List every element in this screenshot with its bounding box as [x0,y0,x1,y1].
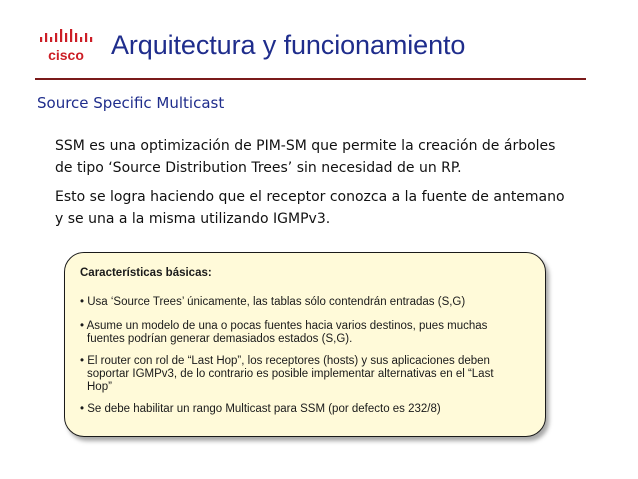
explanation-paragraph [55,186,565,230]
cisco-logo [36,27,98,65]
paragraph-line: Esto se logra haciendo que el receptor conozca a la fuente de antemano [55,189,565,205]
features-heading: Características básicas: [80,267,212,279]
cisco-bridge-icon [36,27,98,65]
feature-bullet [80,296,465,309]
cisco-wordmark: cisco [48,47,84,63]
feature-bullet [80,355,494,394]
paragraph-line: y se una a la misma utilizando IGMPv3. [55,211,331,227]
paragraph-line: SSM es una optimización de PIM-SM que permite la creación de árboles [55,138,556,154]
slide-title: Arquitectura y funcionamiento [111,30,466,60]
feature-bullet [80,403,441,416]
intro-paragraph [55,135,555,179]
title-divider [35,78,586,80]
bullet-line: fuentes podrían generar demasiados estados (S,G). [87,333,353,345]
bullet-line: • Asume un modelo de una o pocas fuentes hacia varios destinos, pues muchas [80,320,488,332]
slide-subtitle: Source Specific Multicast [37,94,225,112]
paragraph-line: de tipo ‘Source Distribution Trees’ sin necesidad de un RP. [55,160,462,176]
bullet-line: • El router con rol de “Last Hop”, los receptores (hosts) y sus aplicaciones deben [80,355,490,367]
bullet-line: • Se debe habilitar un rango Multicast para SSM (por defecto es 232/8) [80,403,441,415]
bullet-line: soportar IGMPv3, de lo contrario es posible implementar alternativas en el “Last [87,368,494,380]
bullet-line: Hop” [87,381,112,393]
feature-bullet [80,320,487,346]
bullet-line: • Usa ‘Source Trees’ únicamente, las tablas sólo contendrán entradas (S,G) [80,296,466,308]
